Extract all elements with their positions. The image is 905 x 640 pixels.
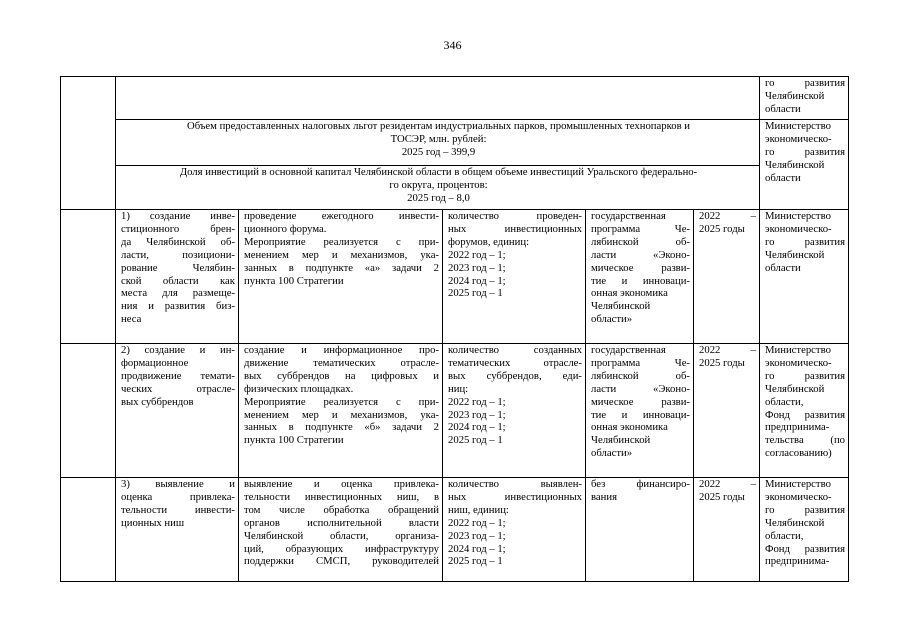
indicator-line: количество созданных	[448, 344, 582, 356]
term-line: 2025 годы	[699, 490, 745, 503]
activity-line: выявление и оценка привлека-	[244, 478, 439, 490]
continuation-blank-cell	[116, 77, 760, 120]
activity-line: ций, образующих инфраструктуру	[244, 542, 439, 555]
activity-line: менением мер и механизмов, ука-	[244, 408, 439, 421]
responsible-line: го развития	[765, 235, 846, 248]
program-line: программа Че-	[591, 356, 690, 369]
responsible-line: го развития	[765, 503, 846, 516]
page-number: 346	[443, 38, 462, 52]
responsible-line: предпринима-	[765, 421, 830, 434]
responsible-line: области	[765, 171, 801, 184]
responsible-line: Челябинской	[765, 248, 825, 261]
indicator-line: 2022 год – 1;	[448, 516, 506, 529]
indicator-line: 2022 год – 1;	[448, 248, 506, 261]
program-line: без финансиро-	[591, 478, 690, 490]
responsible-line: области	[765, 102, 801, 115]
indicator-line: 2024 год – 1;	[448, 421, 506, 434]
program-line: онная экономика	[591, 421, 668, 434]
task-line: тельности инвести-	[121, 503, 235, 516]
indicator-cell	[443, 210, 586, 344]
term-line: 2022 –	[699, 344, 757, 356]
indicator-line: количество проведен-	[448, 210, 582, 222]
indicator-line: 2025 год – 1	[448, 555, 503, 568]
responsible-line: экономическо-	[765, 132, 832, 145]
program-cell	[586, 478, 694, 582]
responsible-line: Челябинской	[765, 516, 825, 529]
indicator-line: ниц:	[448, 382, 469, 395]
indicator-line: вых суббрендов, еди-	[448, 369, 582, 382]
activity-line: занных в подпункте «б» задачи 2	[244, 421, 439, 434]
responsible-line: экономическо-	[765, 222, 832, 235]
task-line: формационное	[121, 356, 189, 369]
row-number-cell	[61, 478, 116, 582]
term-line: 2025 годы	[699, 356, 745, 369]
investment-share-indicator-row	[61, 166, 849, 210]
responsible-line: го развития	[765, 145, 846, 158]
indicator-line: 2023 год – 1;	[448, 408, 506, 421]
indicator-line: Объем предоставленных налоговых льгот резидентам индустриальных парков, промышленных технопарков и	[186, 120, 691, 132]
investment-share-indicator-cell	[116, 166, 760, 210]
activity-line: ционного форума.	[244, 222, 327, 235]
indicator-line: го округа, процентов:	[389, 178, 488, 191]
indicator-line: ниш, единиц:	[448, 503, 509, 516]
responsible-line: тельства (по	[765, 434, 846, 447]
indicator-line: 2025 год – 399,9	[401, 145, 476, 158]
indicator-line: 2025 год – 8,0	[407, 191, 470, 204]
responsible-line: Челябинской	[765, 158, 825, 171]
activity-line: занных в подпункте «а» задачи 2	[244, 261, 439, 274]
measure-row	[61, 344, 849, 478]
task-line: да Челябинской об-	[121, 235, 235, 248]
indicator-line: 2025 год – 1	[448, 287, 503, 300]
indicator-line: ТОСЭР, млн. рублей:	[390, 132, 487, 145]
activity-line: пункта 100 Стратегии	[244, 434, 344, 447]
task-line: ческих отраслe-	[121, 382, 235, 395]
responsible-line: Министерство	[765, 344, 831, 356]
program-line: лябинской об-	[591, 369, 690, 382]
task-line: вых суббрендов	[121, 395, 194, 408]
activity-line: том числе обработка обращений	[244, 503, 439, 516]
activity-line: тельности инвестиционных ниш, в	[244, 490, 439, 503]
responsible-line: го развития	[765, 369, 846, 382]
responsible-line: Фонд развития	[765, 542, 846, 555]
responsible-cell	[760, 478, 849, 582]
row-number-cell	[61, 210, 116, 344]
task-line: 1) создание инве-	[121, 210, 235, 222]
term-cell	[694, 344, 760, 478]
activity-line: поддержки СМСП, руководителей	[244, 555, 439, 568]
program-line: вания	[591, 490, 618, 503]
task-line: продвижение темати-	[121, 369, 235, 382]
indicator-line: количество выявлен-	[448, 478, 582, 490]
task-line: 2) создание и ин-	[121, 344, 235, 356]
activity-line: Мероприятие реализуется с при-	[244, 235, 439, 248]
program-line: программа Че-	[591, 222, 690, 235]
responsible-line: области,	[765, 395, 804, 408]
indicator-line: Доля инвестиций в основной капитал Челябинской области в общем объеме инвестиций Уральского федерально-	[179, 166, 698, 178]
indicator-line: ных инвестиционных	[448, 222, 582, 235]
indicator-line: форумов, единиц:	[448, 235, 530, 248]
measure-row	[61, 478, 849, 582]
term-line: 2025 годы	[699, 222, 745, 235]
indicator-line: 2023 год – 1;	[448, 529, 506, 542]
indicator-line: 2024 год – 1;	[448, 274, 506, 287]
program-line: ласти «Эконо-	[591, 248, 690, 261]
activity-line: вых суббрендов на цифровых и	[244, 369, 439, 382]
program-cell	[586, 210, 694, 344]
indicator-line: 2025 год – 1	[448, 434, 503, 447]
section-number-cell	[61, 77, 116, 210]
responsible-line: Челябинской	[765, 89, 825, 102]
indicator-line: 2023 год – 1;	[448, 261, 506, 274]
term-cell	[694, 478, 760, 582]
responsible-line: Фонд развития	[765, 408, 846, 421]
activity-line: проведение ежегодного инвести-	[244, 210, 439, 222]
continuation-responsible-cell	[760, 77, 849, 120]
tax-benefits-indicator-cell	[116, 120, 760, 166]
task-line: стиционного брен-	[121, 222, 235, 235]
program-line: тие и инноваци-	[591, 274, 690, 287]
responsible-line: области	[765, 261, 801, 274]
task-line: ния и развития биз-	[121, 300, 235, 313]
responsible-line: согласованию)	[765, 447, 832, 460]
task-cell	[116, 478, 239, 582]
indicator-line: 2024 год – 1;	[448, 542, 506, 555]
activity-line: физических площадках.	[244, 382, 354, 395]
task-line: ционных ниш	[121, 516, 185, 529]
activity-cell	[239, 478, 443, 582]
responsible-line: предпринима-	[765, 555, 830, 568]
program-line: области»	[591, 313, 633, 326]
indicator-cell	[443, 344, 586, 478]
responsible-line: го развития	[765, 77, 846, 89]
activity-cell	[239, 210, 443, 344]
responsible-cell	[760, 210, 849, 344]
program-line: государственная	[591, 210, 666, 222]
activity-line: менением мер и механизмов, ука-	[244, 248, 439, 261]
responsible-cell	[760, 344, 849, 478]
indicators-responsible-cell	[760, 120, 849, 210]
responsible-line: экономическо-	[765, 356, 832, 369]
program-line: государственная	[591, 344, 666, 356]
activity-line: создание и информационное про-	[244, 344, 439, 356]
responsible-line: Министерство	[765, 478, 831, 490]
measure-row	[61, 210, 849, 344]
responsible-line: экономическо-	[765, 490, 832, 503]
activity-line: органов исполнительной власти	[244, 516, 439, 529]
activity-line: движение тематических отрасле-	[244, 356, 439, 369]
indicator-cell	[443, 478, 586, 582]
row-number-cell	[61, 344, 116, 478]
program-line: мическое разви-	[591, 395, 690, 408]
activity-line: пункта 100 Стратегии	[244, 274, 344, 287]
program-line: Челябинской	[591, 434, 651, 447]
indicator-line: 2022 год – 1;	[448, 395, 506, 408]
program-line: ласти «Эконо-	[591, 382, 690, 395]
program-line: онная экономика	[591, 287, 668, 300]
activity-line: Челябинской области, организа-	[244, 529, 439, 542]
tax-benefits-indicator-row	[61, 120, 849, 166]
program-line: лябинской об-	[591, 235, 690, 248]
term-cell	[694, 210, 760, 344]
task-line: ласти, позициони-	[121, 248, 235, 261]
task-line: места для размеще-	[121, 287, 235, 300]
task-line: рование Челябин-	[121, 261, 235, 274]
term-line: 2022 –	[699, 478, 757, 490]
program-line: области»	[591, 447, 633, 460]
task-line: ской области как	[121, 274, 235, 287]
program-cell	[586, 344, 694, 478]
responsible-line: области,	[765, 529, 804, 542]
task-line: 3) выявление и	[121, 478, 235, 490]
task-line: оценка привлека-	[121, 490, 235, 503]
program-line: мическое разви-	[591, 261, 690, 274]
measures-table	[60, 76, 849, 582]
continuation-row	[61, 77, 849, 120]
task-cell	[116, 344, 239, 478]
program-line: Челябинской	[591, 300, 651, 313]
task-line: неса	[121, 313, 142, 326]
term-line: 2022 –	[699, 210, 757, 222]
activity-cell	[239, 344, 443, 478]
activity-line: Мероприятие реализуется с при-	[244, 395, 439, 408]
responsible-line: Челябинской	[765, 382, 825, 395]
task-cell	[116, 210, 239, 344]
responsible-line: Министерство	[765, 120, 831, 132]
indicator-line: тематических отрасле-	[448, 356, 582, 369]
indicator-line: ных инвестиционных	[448, 490, 582, 503]
responsible-line: Министерство	[765, 210, 831, 222]
program-line: тие и инноваци-	[591, 408, 690, 421]
